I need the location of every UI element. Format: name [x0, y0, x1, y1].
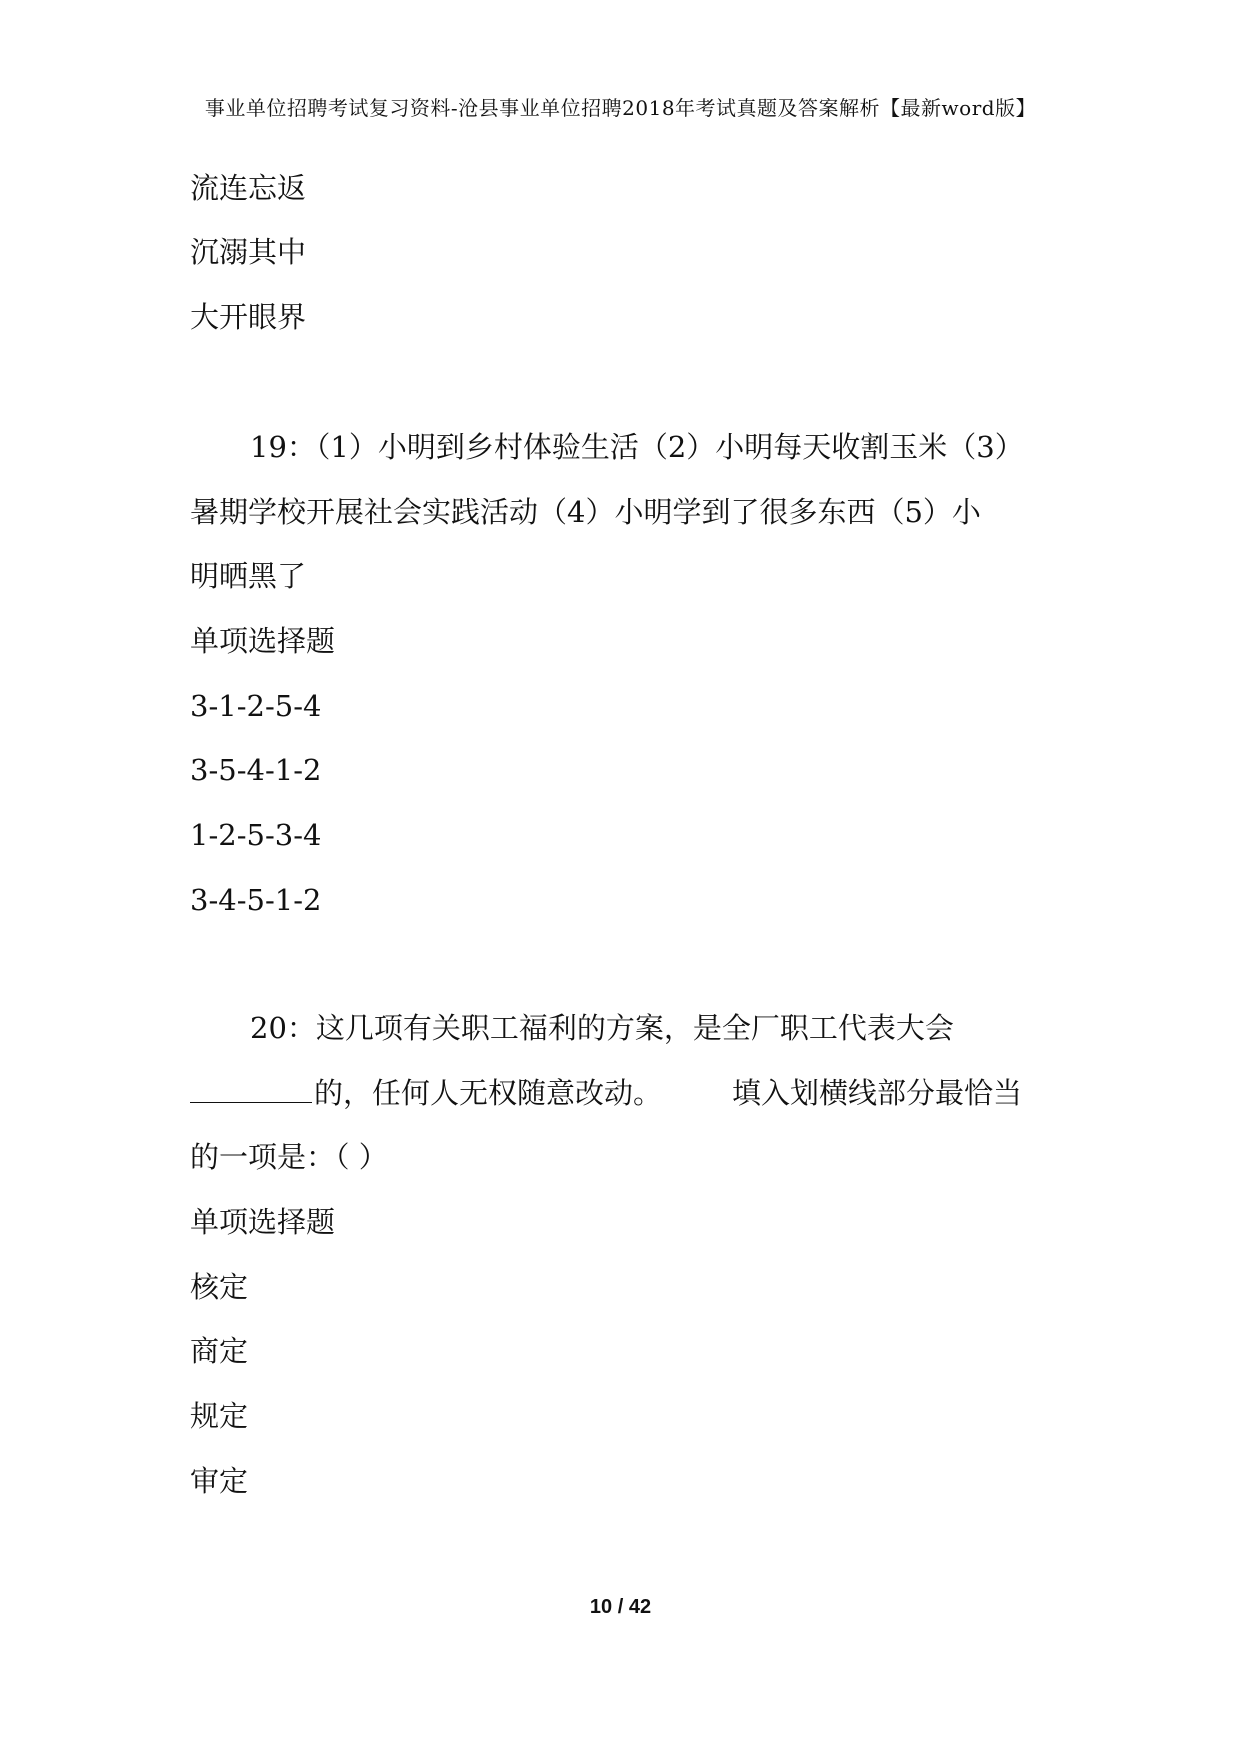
page-number: 10 / 42: [589, 1596, 652, 1618]
prev-option-2: 沉溺其中: [190, 235, 307, 269]
q19-stem-line1: 19：（1）小明到乡村体验生活（2）小明每天收割玉米（3）: [250, 430, 1024, 464]
q19-option-2: 3-5-4-1-2: [190, 753, 322, 787]
q20-type-label: 单项选择题: [190, 1205, 336, 1239]
q19-option-4: 3-4-5-1-2: [190, 883, 322, 917]
q20-stem-line2-tail: 填入划横线部分最恰当: [732, 1076, 1023, 1110]
q20-stem-line2: [190, 1073, 1022, 1113]
q19-stem-line3: 明晒黑了: [190, 559, 307, 593]
q20-stem-line3: 的一项是：（ ）: [190, 1140, 388, 1174]
q20-option-2: 商定: [190, 1334, 249, 1368]
q19-type-label: 单项选择题: [190, 624, 336, 658]
q20-option-4: 审定: [190, 1464, 249, 1498]
prev-option-1: 流连忘返: [190, 171, 307, 205]
q20-option-1: 核定: [190, 1270, 249, 1304]
q20-option-3: 规定: [190, 1399, 249, 1433]
q19-option-1: 3-1-2-5-4: [190, 689, 322, 723]
q20-stem-line1: 20：这几项有关职工福利的方案，是全厂职工代表大会: [250, 1011, 954, 1045]
answer-blank: [190, 1076, 312, 1103]
prev-option-3: 大开眼界: [190, 300, 307, 334]
q19-stem-line2: 暑期学校开展社会实践活动（4）小明学到了很多东西（5）小: [190, 495, 981, 529]
q19-option-3: 1-2-5-3-4: [190, 818, 322, 852]
page-header: 事业单位招聘考试复习资料-沧县事业单位招聘2018年考试真题及答案解析【最新word版】: [204, 96, 1037, 120]
q20-stem-line2-text: 的，任何人无权随意改动。: [314, 1076, 663, 1110]
